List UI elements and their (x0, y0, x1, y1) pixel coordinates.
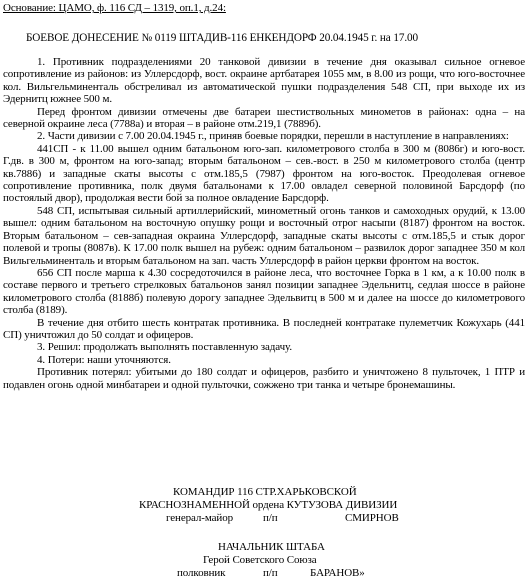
commander-title-line2: КРАСНОЗНАМЕННОЙ ордена КУТУЗОВА ДИВИЗИИ (139, 499, 398, 511)
chief-title-line2: Герой Советского Союза (203, 554, 317, 566)
commander-rank: генерал-майор (166, 512, 234, 524)
paragraph-441-regiment: 441СП - к 11.00 вышел одним батальоном юго-зап. километрового столба в 300 м (8086г) и юго-вост. Г.дв. в 300 м, фронтом на юго-запад; вторым батальоном – сев.-вост. в 250 м километрового столба (центр кв.7886) и западные скаты высоты с отм.185,5 (7987) фронтом на юго-восток. Преодолевая огневое сопротивление противника, полк двумя батальонами к 17.00 овладел северной половиной Барсдорф (по постоялый двор), продолжая вести бой за полное овладение Барсдорф. (3, 142, 525, 205)
chief-title-line1: НАЧАЛЬНИК ШТАБА (218, 541, 325, 553)
paragraph-548-regiment: 548 СП, испытывая сильный артиллерийский, минометный огонь танков и самоходных орудий, к 13.00 вышел: одним батальоном на восточную опушку рощи и восточный отрог насыпи (8187) фронтом на восток. Вторым батальоном – сев-западная окраина Уллерсдорф, западные скаты высоты с отм.185,5 и стык дорог полевой и тропы (8087в). К 17.00 полк вышел на рубеж: одним батальоном – развилок дорог западнее 350 м кол Вильгельминенталь и вторым батальоном на зап. часть Уллерсдорф в район церкви фронтом на восток. (3, 204, 525, 267)
paragraph-counterattacks: В течение дня отбито шесть контратак противника. В последней контратаке пулеметчик Кожухарь (441 СП) уничтожил до 50 солдат и офицеров. (3, 316, 525, 341)
commander-title-line1: КОМАНДИР 116 СТР.ХАРЬКОВСКОЙ (173, 486, 357, 498)
paragraph-decision: 3. Решил: продолжать выполнять поставленную задачу. (37, 341, 293, 354)
paragraph-own-losses: 4. Потери: наши уточняются. (37, 353, 171, 366)
chief-rank: полковник (177, 567, 226, 579)
report-title: БОЕВОЕ ДОНЕСЕНИЕ № 0119 ШТАДИВ-116 ЕНКЕНДОРФ 20.04.1945 г. на 17.00 (26, 32, 419, 44)
report-body (3, 56, 525, 391)
chief-pp: п/п (263, 567, 278, 579)
paragraph-offensive-start: 2. Части дивизии с 7.00 20.04.1945 г., приняв боевые порядки, перешли в наступление в направлениях: (37, 130, 509, 143)
archive-source: Основание: ЦАМО, ф. 116 СД – 1319, оп.1, д.24: (3, 2, 226, 14)
paragraph-enemy-resistance: 1. Противник подразделениями 20 танковой дивизии в течение дня оказывал сильное огневое сопротивление из районов: из Уллерсдорф, вост. окраине артбатарея 1055 мм, в 8.00 из рощи, что юго-восточнее кол. Вильгельминенталь обстреливал из автоматической пушки подразделения 548 СП, при выходе их из Эдернитц южнее 500 м. (3, 56, 525, 106)
paragraph-mortar-batteries: Перед фронтом дивизии отмечены две батареи шестиствольных минометов в районах: одна – на северной окраине леса (7788а) и вторая – в районе отм.219,1 (7889б). (3, 105, 525, 131)
paragraph-enemy-losses: Противник потерял: убитыми до 180 солдат и офицеров, разбито и уничтожено 8 пульточек, 1 ПТР и подавлен огонь одной минбатареи и одной пульточки, сожжено три танка и четыре бронемашины. (3, 366, 525, 391)
commander-name: СМИРНОВ (345, 512, 399, 524)
paragraph-656-regiment: 656 СП после марша к 4.30 сосредоточился в районе леса, что восточнее Горка в 1 км, а к 10.00 полк в составе первого и третьего стрелковых батальонов занял позиции западнее Эдельнитц, седлая шоссе в районе километрового столба (8188б) полевую дорогу западнее Эдельвитц в 500 м и далее на шоссе до километрового столба (8189). (3, 266, 525, 317)
commander-pp: п/п (263, 512, 278, 524)
chief-name: БАРАНОВ» (310, 567, 365, 579)
